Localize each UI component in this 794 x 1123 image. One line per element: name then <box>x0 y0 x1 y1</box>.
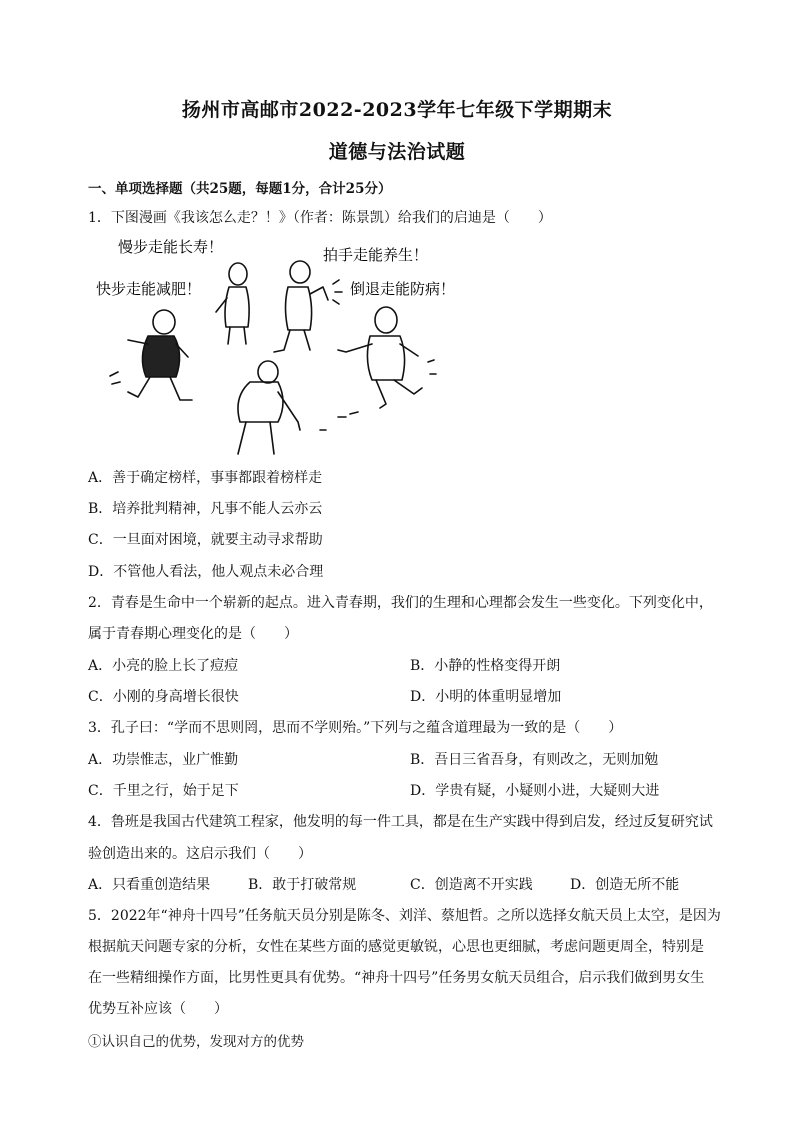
q3-stem: 3．孔子曰：“学而不思则罔，思而不学则殆。”下列与之蕴含道理最为一致的是（ ） <box>88 720 623 736</box>
q4-option-a: A．只看重创造结果 <box>88 877 211 893</box>
q1-option-a: A．善于确定榜样，事事都跟着榜样走 <box>88 470 323 486</box>
figure-fast-walker <box>110 310 192 400</box>
q1-option-c: C．一旦面对困境，就要主动寻求帮助 <box>88 532 323 548</box>
q4-stem-line1: 4．鲁班是我国古代建筑工程家，他发明的每一件工具，都是在生产实践中得到启发，经过反复研究试 <box>88 814 713 830</box>
q5-stem-line2: 根据航天问题专家的分析，女性在某些方面的感觉更敏锐，心思也更细腻，考虑问题更周全，特别是 <box>88 939 704 955</box>
q2-stem-line2: 属于青春期心理变化的是（ ） <box>88 626 298 642</box>
q2-option-b: B．小静的性格变得开朗 <box>410 658 561 674</box>
figure-clapping <box>274 261 342 352</box>
q5-stem-line3: 在一些精细操作方面，比男性更具有优势。“神舟十四号”任务男女航天员组合，启示我们做到男女生 <box>88 970 705 986</box>
q1-option-b: B．培养批判精神，凡事不能人云亦云 <box>88 501 323 517</box>
figure-backward-walker <box>338 307 436 408</box>
cartoon-label-backward: 倒退走能防病！ <box>350 280 456 298</box>
q4-option-c: C．创造离不开实践 <box>410 877 533 893</box>
q5-stem-line4: 优势互补应该（ ） <box>88 1001 228 1017</box>
q2-option-a: A．小亮的脸上长了痘痘 <box>88 658 239 674</box>
q3-option-d: D．学贵有疑，小疑则小进，大疑则大进 <box>410 783 660 799</box>
q5-item-1: ①认识自己的优势，发现对方的优势 <box>88 1034 304 1050</box>
q4-stem-line2: 验创造出来的。这启示我们（ ） <box>88 846 312 862</box>
cartoon-label-fast: 快步走能减肥！ <box>96 280 202 298</box>
q4-option-b: B．敢于打破常规 <box>248 877 357 893</box>
q2-option-d: D．小明的体重明显增加 <box>410 689 562 705</box>
figure-bent-walker <box>238 361 358 454</box>
cartoon-label-slow: 慢步走能长寿！ <box>118 238 224 256</box>
q3-option-b: B．吾日三省吾身，有则改之，无则加勉 <box>410 752 659 768</box>
exam-title: 扬州市高邮市2022-2023学年七年级下学期期末 <box>181 99 613 121</box>
q2-stem-line1: 2．青春是生命中一个崭新的起点。进入青春期，我们的生理和心理都会发生一些变化。下列变化中， <box>88 595 713 611</box>
exam-subtitle: 道德与法治试题 <box>328 141 466 163</box>
q3-option-a: A．功崇惟志，业广惟勤 <box>88 752 239 768</box>
cartoon-label-clap: 拍手走能养生！ <box>323 246 429 264</box>
q4-option-d: D．创造无所不能 <box>570 877 680 893</box>
q1-option-d: D．不管他人看法，他人观点未必合理 <box>88 564 324 580</box>
cartoon-illustration <box>88 232 468 457</box>
figure-slow-walker <box>216 263 249 344</box>
q3-option-c: C．千里之行，始于足下 <box>88 783 239 799</box>
q2-option-c: C．小刚的身高增长很快 <box>88 689 239 705</box>
section-heading: 一、单项选择题（共25题，每题1分，合计25分） <box>88 181 392 197</box>
q5-stem-line1: 5．2022年“神舟十四号”任务航天员分别是陈冬、刘洋、蔡旭哲。之所以选择女航天员上太空，是因为 <box>88 908 721 924</box>
q1-stem: 1．下图漫画《我该怎么走？！》（作者：陈景凯）给我们的启迪是（ ） <box>88 210 552 226</box>
cartoon-svg <box>88 232 468 457</box>
